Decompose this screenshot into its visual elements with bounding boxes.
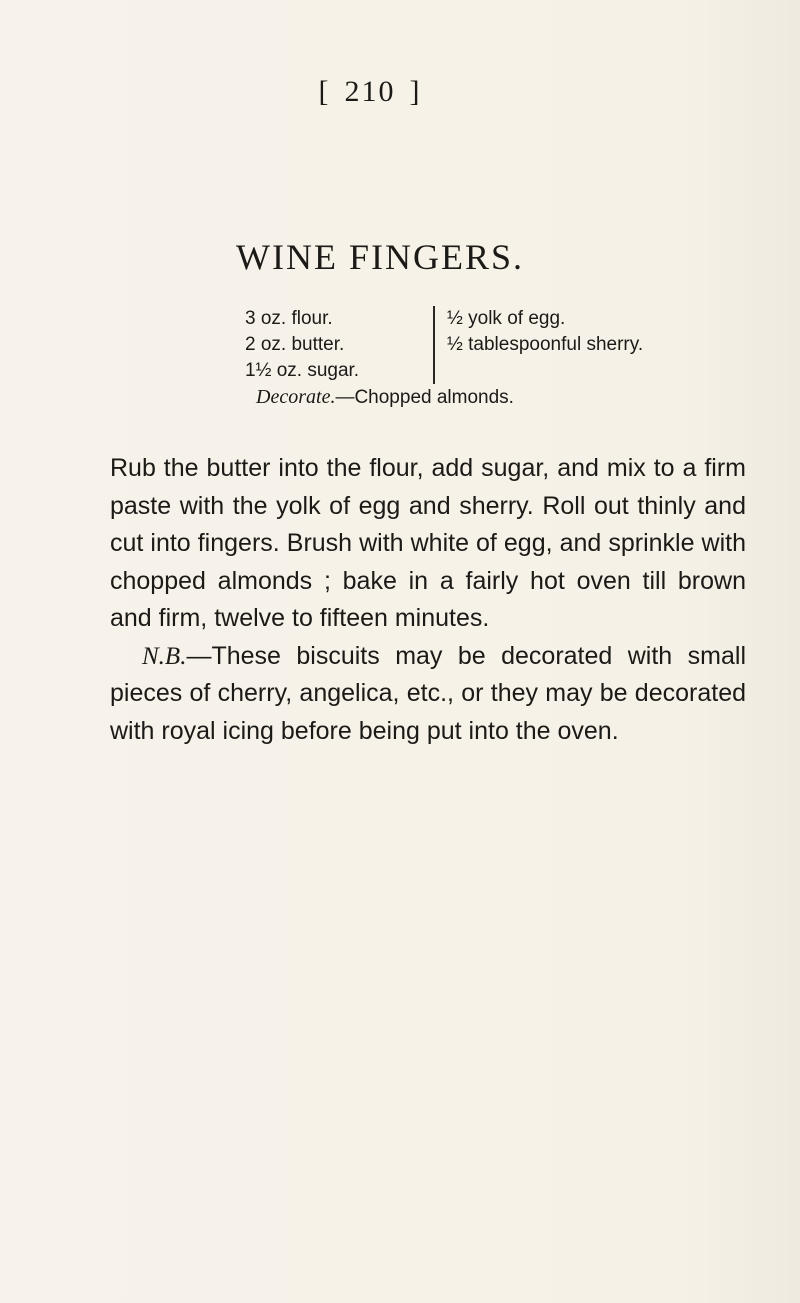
- nota-bene-label: N.B.: [142, 642, 187, 670]
- ingredients-column-left: [245, 306, 435, 384]
- recipe-title: WINE FINGERS.: [236, 237, 524, 277]
- method-paragraph: Rub the butter into the flour, add sugar, and mix to a firm paste with the yolk of egg and sherry. Roll out thinly and cut into fingers. Brush with white of egg, and sprinkle with chopped almonds ; bake in a fairly hot oven till brown and firm, twelve to fifteen minutes.: [110, 454, 746, 632]
- ingredient-item: 2 oz. butter.: [245, 334, 345, 355]
- page-number-value: 210: [344, 75, 396, 108]
- ingredient-item: 1½ oz. sugar.: [245, 360, 360, 381]
- ingredient-item: 3 oz. flour.: [245, 308, 333, 329]
- page-number: [0, 75, 800, 109]
- page-number-open-bracket: [: [318, 75, 331, 108]
- decorate-label: Decorate.: [256, 386, 336, 408]
- ingredients-list: [245, 306, 725, 384]
- ingredients-column-right: [435, 306, 643, 384]
- recipe-method: [110, 450, 746, 750]
- ingredient-item: ½ tablespoonful sherry.: [447, 334, 644, 355]
- nota-bene-paragraph: [110, 638, 746, 751]
- page-number-close-bracket: ]: [409, 75, 422, 108]
- ingredient-item: ½ yolk of egg.: [447, 308, 566, 329]
- decorate-line: [0, 386, 800, 409]
- decorate-text: —Chopped almonds.: [335, 387, 514, 408]
- nota-bene-text: —These biscuits may be decorated with small pieces of cherry, angelica, etc., or they may be decorated with royal icing before being put into the oven.: [110, 641, 746, 745]
